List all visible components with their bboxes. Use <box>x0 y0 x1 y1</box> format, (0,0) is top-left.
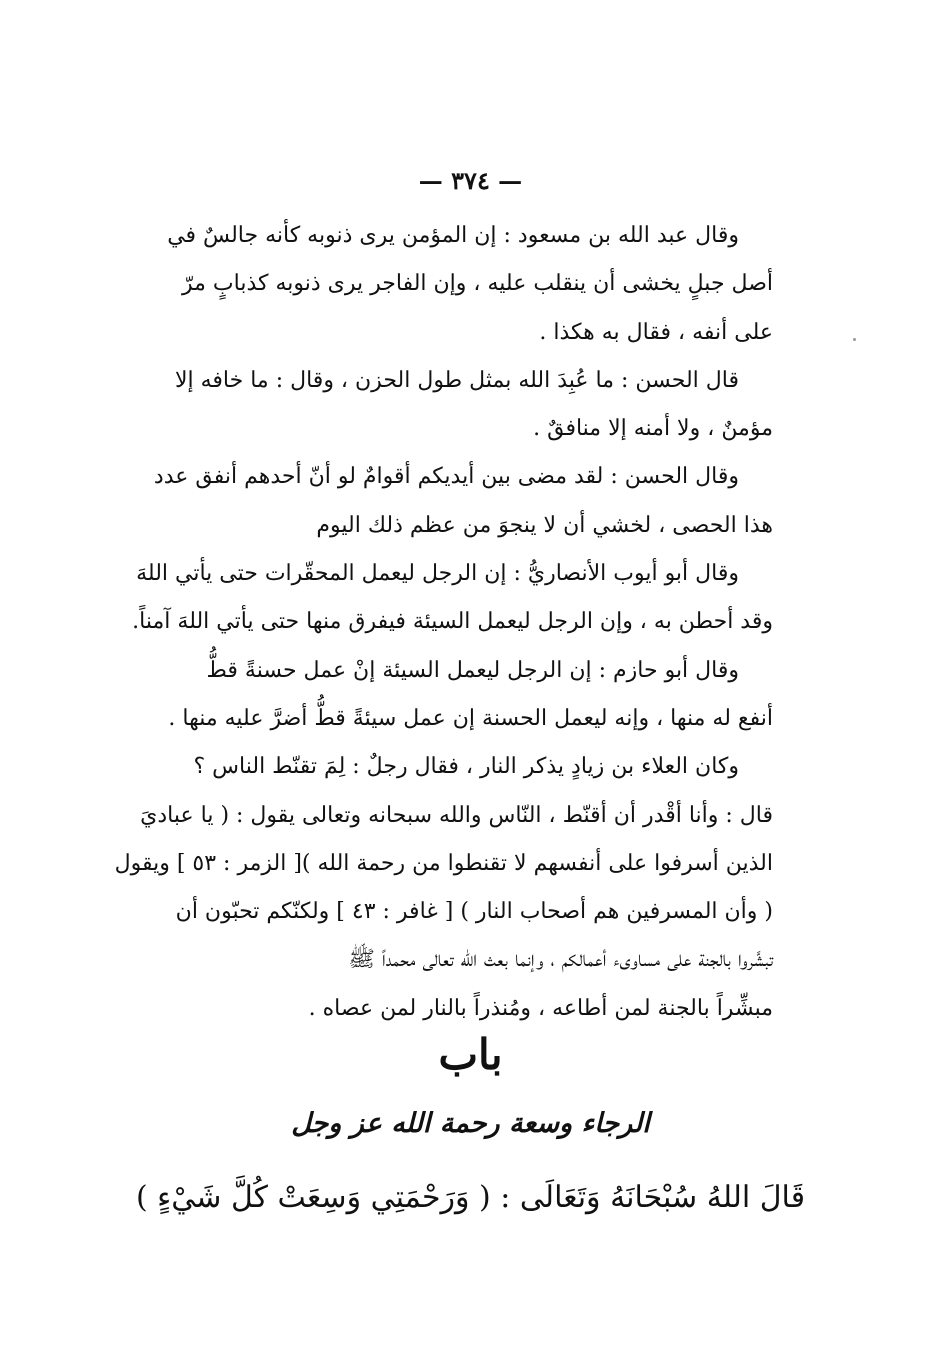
text-line: هذا الحصى ، لخشي أن لا ينجوَ من عظم ذلك اليوم <box>316 512 773 538</box>
text-line: قال : وأنا أقْدر أن أقنّط ، النّاس والله سبحانه وتعالى يقول : ( يا عباديَ <box>140 802 773 828</box>
text-line: وقال أبو حازم : إن الرجل ليعمل السيئة إنْ عمل حسنةً قطُّ <box>206 657 739 683</box>
paragraph-3 <box>135 453 807 550</box>
text-line: وكان العلاء بن زيادٍ يذكر النار ، فقال رجلٌ : لِمَ تقنّط الناس ؟ <box>193 754 739 780</box>
text-line: قال الحسن : ما عُبِدَ الله بمثل طول الحزن ، وقال : ما خافه إلا <box>174 367 739 393</box>
quran-verse: قَالَ اللهُ سُبْحَانَهُ وَتَعَالَى : ( وَرَحْمَتِي وَسِعَتْ كُلَّ شَيْءٍ ) <box>135 1180 806 1215</box>
text-line: أنفع له منها ، وإنه ليعمل الحسنة إن عمل سيئةً قطُّ أضرَّ عليه منها . <box>168 705 773 731</box>
scan-speck <box>853 338 856 341</box>
text-line: الذين أسرفوا على أنفسهم لا تقنطوا من رحمة الله )[ الزمر : ٥٣ ] ويقول <box>114 850 773 876</box>
text-line: وقال أبو أيوب الأنصاريُّ : إن الرجل ليعمل المحقّرات حتى يأتي اللهَ <box>136 561 739 587</box>
text-line: تبشَّروا بالجنة على مساوىء أعمالكم ، وإنما بعث الله تعالى محمداً ﷺ <box>348 947 773 973</box>
paragraph-2 <box>135 357 807 454</box>
text-line: وقد أحطن به ، وإن الرجل ليعمل السيئة فيفرق منها حتى يأتي اللهَ آمناً. <box>132 609 773 635</box>
text-line: ( وأن المسرفين هم أصحاب النار ) [ غافر : ٤٣ ] ولكنّكم تحبّون أن <box>175 899 773 925</box>
text-line: على أنفه ، فقال به هكذا . <box>539 319 773 345</box>
paragraph-1 <box>135 212 807 357</box>
paragraph-6 <box>114 743 807 1033</box>
text-line: أصل جبلٍ يخشى أن ينقلب عليه ، وإن الفاجر يرى ذنوبه كذبابٍ مرّ <box>182 271 773 297</box>
paragraph-5 <box>135 647 807 744</box>
chapter-subtitle: الرجاء وسعة رحمة الله عز وجل <box>291 1108 650 1139</box>
paragraph-4 <box>132 550 807 647</box>
body-text <box>114 212 807 1033</box>
text-line: وقال عبد الله بن مسعود : إن المؤمن يرى ذنوبه كأنه جالسٌ في <box>167 223 739 248</box>
text-line: مؤمنٌ ، ولا أمنه إلا منافقٌ . <box>533 416 773 442</box>
chapter-heading: باب <box>438 1030 503 1079</box>
text-line: وقال الحسن : لقد مضى بين أيديكم أقوامٌ لو أنّ أحدهم أنفق عدد <box>153 464 739 490</box>
text-line: مبشِّراً بالجنة لمن أطاعه ، ومُنذراً بالنار لمن عصاه . <box>308 995 773 1021</box>
page-number: — ٣٧٤ — <box>418 166 523 195</box>
